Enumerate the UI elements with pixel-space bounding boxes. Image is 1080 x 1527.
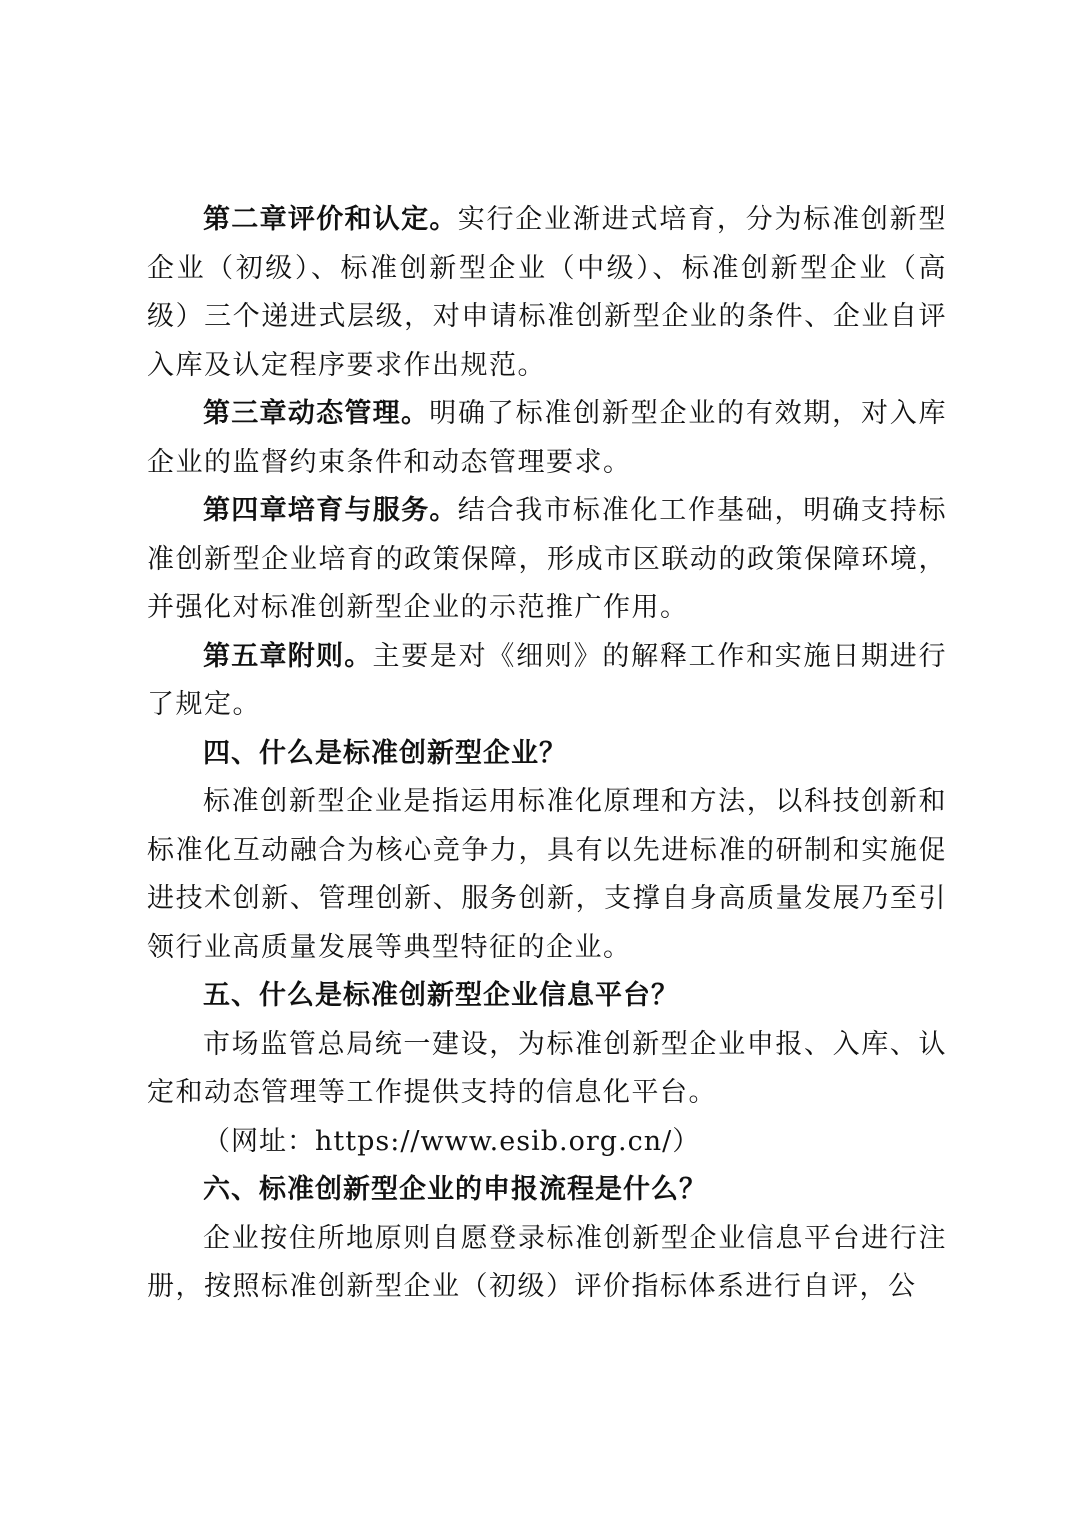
chapter-three-lead: 第三章动态管理。 bbox=[203, 398, 430, 429]
section-six-heading: 六、标准创新型企业的申报流程是什么？ bbox=[203, 1174, 707, 1205]
section-six-body: 企业按住所地原则自愿登录标准创新型企业信息平台进行注册，按照标准创新型企业（初级）评价指标体系进行自评，公 bbox=[147, 1222, 947, 1302]
chapter-five-text: 主要是对《细则》的解释工作和实施日期进行了规定。 bbox=[147, 640, 948, 720]
chapter-five-lead: 第五章附则。 bbox=[203, 640, 373, 672]
chapter-two-text: 实行企业渐进式培育，分为标准创新型企业（初级）、标准创新型企业（中级）、标准创新型企业（高级）三个递进式层级，对申请标准创新型企业的条件、企业自评入库及认定程序要求作出规范。 bbox=[147, 204, 948, 381]
chapter-five-paragraph bbox=[147, 633, 947, 730]
chapter-two-paragraph bbox=[147, 196, 947, 390]
section-five-body: 市场监管总局统一建设，为标准创新型企业申报、入库、认定和动态管理等工作提供支持的信息化平台。 bbox=[147, 1028, 947, 1108]
chapter-three-text: 明确了标准创新型企业的有效期，对入库企业的监督约束条件和动态管理要求。 bbox=[147, 398, 948, 478]
section-five-heading: 五、什么是标准创新型企业信息平台？ bbox=[203, 980, 679, 1011]
chapter-four-paragraph bbox=[147, 487, 947, 633]
chapter-three-paragraph bbox=[147, 390, 947, 487]
document-page bbox=[147, 196, 947, 1312]
section-four-body: 标准创新型企业是指运用标准化原理和方法，以科技创新和标准化互动融合为核心竞争力，具有以先进标准的研制和实施促进技术创新、管理创新、服务创新，支撑自身高质量发展乃至引领行业高质量发展等典型特征的企业。 bbox=[147, 786, 947, 963]
platform-url-line: （网址：https://www.esib.org.cn/） bbox=[203, 1125, 701, 1157]
chapter-four-text: 结合我市标准化工作基础，明确支持标准创新型企业培育的政策保障，形成市区联动的政策保障环境，并强化对标准创新型企业的示范推广作用。 bbox=[147, 495, 948, 623]
chapter-four-lead: 第四章培育与服务。 bbox=[203, 495, 458, 526]
section-four-heading: 四、什么是标准创新型企业？ bbox=[203, 737, 567, 769]
chapter-two-lead: 第二章评价和认定。 bbox=[203, 204, 458, 235]
